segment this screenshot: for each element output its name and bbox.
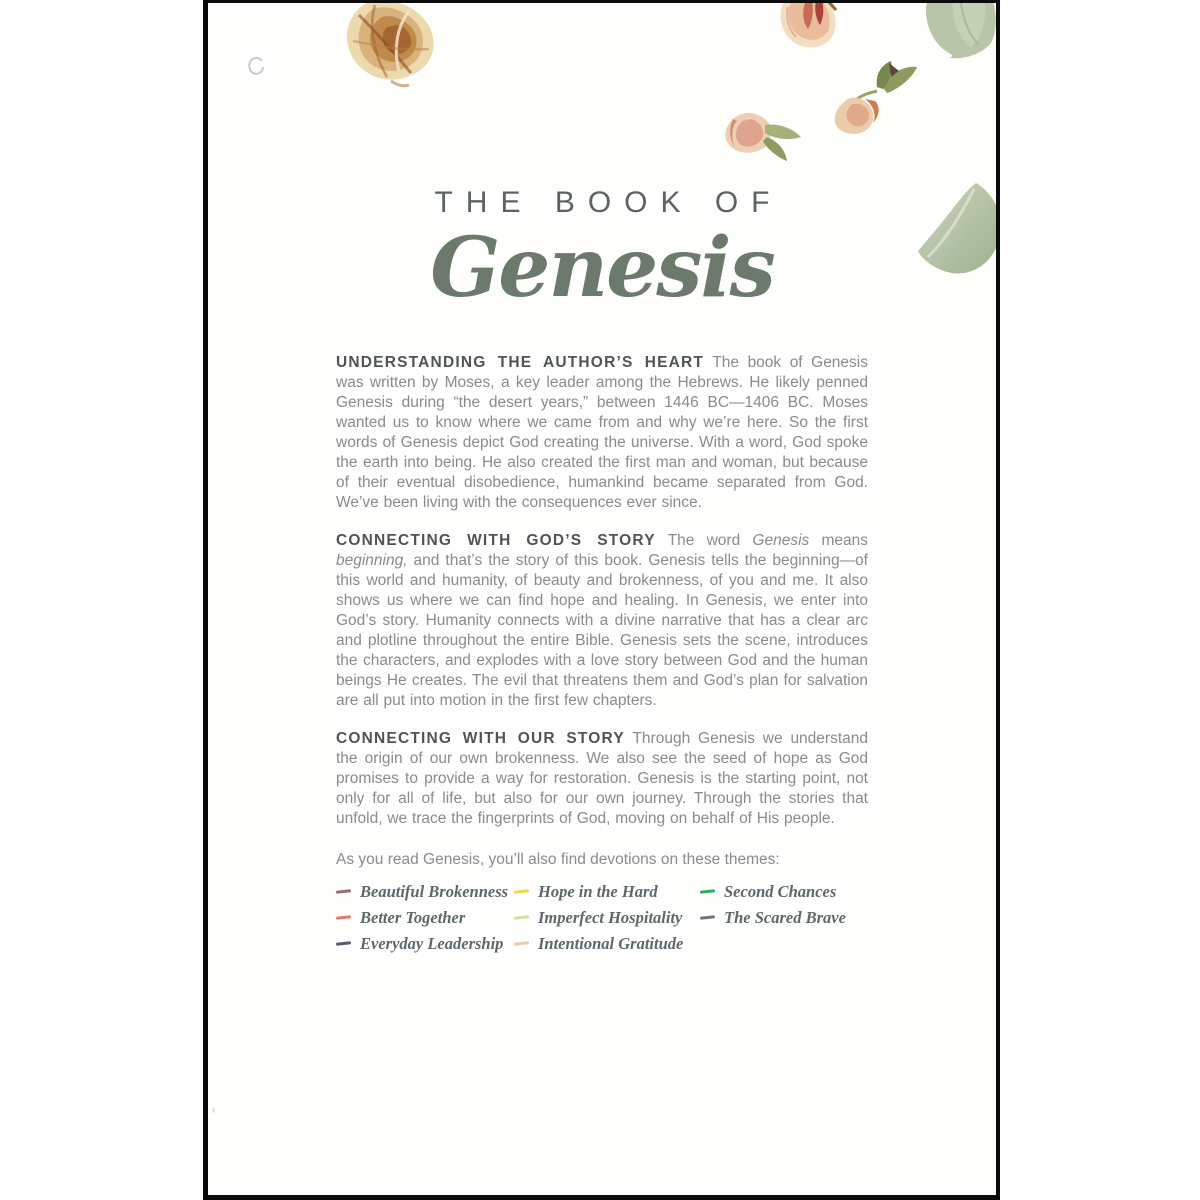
theme-item xyxy=(700,908,846,928)
section-heading: CONNECTING WITH OUR STORY xyxy=(336,729,625,747)
theme-label: Beautiful Brokenness xyxy=(360,881,509,901)
theme-dash-icon xyxy=(514,915,529,920)
theme-column xyxy=(514,882,700,954)
section-body: The word Genesis means beginning, and that’s the story of this book. Genesis tells the beginning—of this world and humanity, of beauty and brokenness, of you and me. It also shows us where we can find hope and healing. In Genesis, we enter into God’s story. Humanity connects with a divine narrative that has a clear arc and plotline throughout the entire Bible. Genesis sets the scene, introduces the characters, and explodes with a love story between God and the human beings He creates. The evil that threatens them and God’s plan for salvation are all put into motion in the first few chapters. xyxy=(336,531,868,709)
theme-dash-icon xyxy=(336,941,351,946)
section-heading: UNDERSTANDING THE AUTHOR’S HEART xyxy=(336,353,705,371)
book-page xyxy=(203,0,1000,1200)
theme-column xyxy=(336,882,514,954)
section-body: The book of Genesis was written by Moses, a key leader among the Hebrews. He likely penned Genesis during “the desert years,” between 1446 BC—1406 BC. Moses wanted us to know where we came from and why we’re here. So the first words of Genesis depict God creating the universe. With a word, God spoke the earth into being. He also created the first man and woman, but because of their eventual disobedience, humankind became separated from God. We’ve been living with the consequences ever since. xyxy=(336,353,868,511)
theme-label: Imperfect Hospitality xyxy=(538,907,683,927)
rosebud-with-stem-icon xyxy=(831,61,921,139)
theme-label: Hope in the Hard xyxy=(538,881,658,901)
theme-item xyxy=(514,882,700,902)
section-paragraph xyxy=(336,531,868,711)
theme-label: Better Together xyxy=(360,907,466,927)
section-body: Through Genesis we understand the origin of our own brokenness. We also see the seed of hope as God promises to provide a way for restoration. Genesis is the starting point, not only for all of life, but also for our own journey. Through the stories that unfold, we trace the fingerprints of God, moving on behalf of His people. xyxy=(336,729,869,827)
section-paragraph xyxy=(336,729,868,829)
theme-label: Intentional Gratitude xyxy=(538,933,684,953)
rosebud-top-icon xyxy=(776,1,842,53)
curl-mark-icon xyxy=(246,55,266,77)
rosebud-side-icon xyxy=(719,97,821,165)
theme-label: The Scared Brave xyxy=(724,907,846,927)
page-title-kicker: THE BOOK OF xyxy=(434,186,783,219)
dried-rose-icon xyxy=(339,1,451,91)
theme-item xyxy=(336,882,514,902)
theme-dash-icon xyxy=(336,889,351,894)
theme-label: Second Chances xyxy=(724,881,837,901)
scan-speck xyxy=(212,1108,215,1113)
page-content xyxy=(336,353,868,954)
theme-dash-icon xyxy=(700,915,715,920)
theme-dash-icon xyxy=(514,941,529,946)
theme-item xyxy=(700,882,846,902)
section-heading: CONNECTING WITH GOD’S STORY xyxy=(336,531,656,549)
section-paragraph xyxy=(336,353,868,513)
theme-column xyxy=(700,882,846,928)
theme-item xyxy=(336,934,514,954)
theme-item xyxy=(514,934,700,954)
themes-intro: As you read Genesis, you’ll also find devotions on these themes: xyxy=(336,850,780,868)
page-title-script: Genesis xyxy=(430,220,774,316)
theme-item xyxy=(336,908,514,928)
themes-list xyxy=(336,882,868,954)
sections xyxy=(336,353,868,829)
theme-label: Everyday Leadership xyxy=(360,933,504,953)
theme-dash-icon xyxy=(700,889,715,894)
eucalyptus-leaf-top-icon xyxy=(921,1,999,59)
theme-dash-icon xyxy=(336,915,351,920)
theme-item xyxy=(514,908,700,928)
theme-dash-icon xyxy=(514,889,529,894)
